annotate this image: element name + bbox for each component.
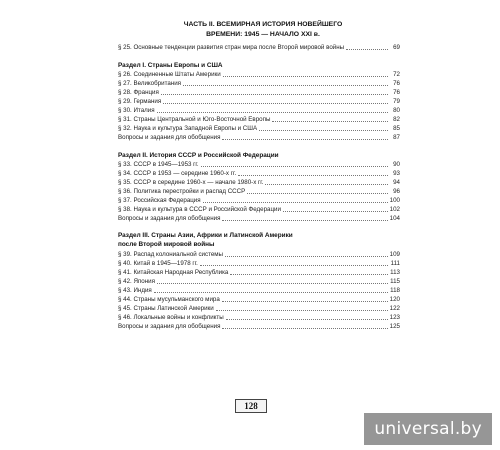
- toc-entry: [118, 250, 400, 259]
- toc-entry-text: § 43. Индия: [118, 287, 152, 294]
- toc-entry-page: 79: [393, 98, 400, 105]
- toc-entry: [118, 286, 400, 295]
- dot-leader: [223, 76, 388, 77]
- toc-entry: [118, 295, 400, 304]
- watermark: universal.by: [364, 413, 492, 445]
- toc-entry: [118, 97, 400, 106]
- toc-entry: [118, 70, 400, 79]
- toc-entry-page: 100: [389, 197, 400, 204]
- dot-leader: [222, 301, 388, 302]
- toc-entry-page: 94: [393, 179, 400, 186]
- dot-leader: [265, 184, 388, 185]
- dot-leader: [200, 265, 388, 266]
- toc-entry-text: § 33. СССР в 1945—1953 гг.: [118, 161, 199, 168]
- dot-leader: [247, 193, 388, 194]
- dot-leader: [157, 112, 388, 113]
- toc-entry: [118, 214, 400, 223]
- dot-leader: [203, 202, 388, 203]
- part-title-line-2: ВРЕМЕНИ: 1945 — НАЧАЛО XXI в.: [206, 31, 320, 38]
- toc-entry: [118, 160, 400, 169]
- toc-entry-text: § 27. Великобритания: [118, 80, 181, 87]
- dot-leader: [283, 211, 388, 212]
- toc-entry-page: 93: [393, 170, 400, 177]
- toc-entry-page: 125: [389, 323, 400, 330]
- toc-entry: [118, 205, 400, 214]
- toc-entry: [118, 196, 400, 205]
- toc-entry-text: § 29. Германия: [118, 98, 162, 105]
- dot-leader: [154, 292, 388, 293]
- toc-entry: [118, 304, 400, 313]
- toc-entry: [118, 313, 400, 322]
- section-heading: Раздел III. Страны Азии, Африки и Латинской Америки: [118, 232, 293, 239]
- toc-entry: [118, 88, 400, 97]
- toc-entry-text: § 45. Страны Латинской Америки: [118, 305, 214, 312]
- toc-entry-page: 120: [389, 296, 400, 303]
- toc-entry: [118, 115, 400, 124]
- toc-entry: [118, 133, 400, 142]
- toc-entry-page: 109: [389, 251, 400, 258]
- toc-entry: [118, 124, 400, 133]
- toc-entry-text: § 38. Наука и культура в СССР и Российской Федерации: [118, 206, 281, 213]
- dot-leader: [259, 130, 388, 131]
- toc-entry-page: 85: [393, 125, 400, 132]
- dot-leader: [222, 220, 387, 221]
- toc-entry-text: § 31. Страны Центральной и Юго-Восточной Европы: [118, 116, 271, 123]
- dot-leader: [225, 256, 388, 257]
- dot-leader: [226, 319, 388, 320]
- toc-entry-text: § 28. Франция: [118, 89, 159, 96]
- toc-entry: [118, 322, 400, 331]
- toc-entry-page: 115: [390, 278, 400, 285]
- toc-entry: [118, 178, 400, 187]
- toc-entry-text: § 39. Распад колониальной системы: [118, 251, 223, 258]
- section-heading: Раздел II. История СССР и Российской Федерации: [118, 152, 279, 159]
- toc-entry-page: 76: [393, 80, 400, 87]
- toc-entry-text: § 35. СССР в середине 1960-х — начале 1980-х гг.: [118, 179, 264, 186]
- dot-leader: [222, 139, 388, 140]
- toc-entry: [118, 169, 400, 178]
- dot-leader: [346, 49, 388, 50]
- toc-entry: [118, 277, 400, 286]
- toc-entry-text: § 30. Италия: [118, 107, 155, 114]
- toc-entry-text: Вопросы и задания для обобщения: [118, 215, 221, 222]
- toc-entry-text: § 26. Соединенные Штаты Америки: [118, 71, 221, 78]
- toc-entry: [118, 187, 400, 196]
- page-number: 128: [235, 399, 267, 413]
- toc-entry-text: § 25. Основные тенденции развития стран мира после Второй мировой войны: [118, 44, 345, 51]
- toc-entry-text: § 41. Китайская Народная Республика: [118, 269, 229, 276]
- dot-leader: [238, 175, 388, 176]
- toc-entry-page: 96: [393, 188, 400, 195]
- dot-leader: [222, 328, 387, 329]
- toc-entry-page: 122: [389, 305, 400, 312]
- dot-leader: [230, 274, 388, 275]
- dot-leader: [272, 121, 388, 122]
- dot-leader: [161, 94, 388, 95]
- toc-entry: [118, 268, 400, 277]
- toc-entry-text: § 46. Локальные войны и конфликты: [118, 314, 224, 321]
- toc-entry-text: § 44. Страны мусульманского мира: [118, 296, 220, 303]
- toc-entry-page: 118: [390, 287, 400, 294]
- toc-entry-text: § 34. СССР в 1953 — середине 1960-х гг.: [118, 170, 237, 177]
- section-heading-line-2: после Второй мировой войны: [118, 241, 215, 248]
- toc-entry-page: 90: [393, 161, 400, 168]
- toc-entry-text: § 37. Российская Федерация: [118, 197, 201, 204]
- toc-entry-page: 80: [393, 107, 400, 114]
- toc-entry-text: § 32. Наука и культура Западной Европы и США: [118, 125, 258, 132]
- dot-leader: [201, 166, 388, 167]
- dot-leader: [216, 310, 388, 311]
- section-heading: Раздел I. Страны Европы и США: [118, 62, 223, 69]
- toc-entry-page: 113: [390, 269, 400, 276]
- toc-entry-text: § 36. Политика перестройки и распад СССР: [118, 188, 246, 195]
- toc-entry-page: 69: [393, 44, 400, 51]
- toc-entry-page: 111: [390, 260, 400, 267]
- toc-entry-page: 76: [393, 89, 400, 96]
- toc-entry: [118, 79, 400, 88]
- toc-entry: [118, 106, 400, 115]
- toc-entry-page: 104: [389, 215, 400, 222]
- toc-entry-page: 123: [389, 314, 400, 321]
- toc-entry-page: 87: [393, 134, 400, 141]
- toc-entry: [118, 259, 400, 268]
- toc-entry-text: Вопросы и задания для обобщения: [118, 134, 221, 141]
- part-title-line-1: ЧАСТЬ II. ВСЕМИРНАЯ ИСТОРИЯ НОВЕЙШЕГО: [183, 21, 343, 28]
- dot-leader: [163, 103, 388, 104]
- toc-entry-page: 82: [393, 116, 400, 123]
- toc-entry-page: 72: [393, 71, 400, 78]
- toc-entry-text: Вопросы и задания для обобщения: [118, 323, 221, 330]
- toc-entry: [118, 43, 400, 52]
- dot-leader: [183, 85, 388, 86]
- toc-entry-text: § 42. Япония: [118, 278, 155, 285]
- dot-leader: [157, 283, 388, 284]
- toc-entry-page: 102: [389, 206, 400, 213]
- toc-entry-text: § 40. Китай в 1945—1978 гг.: [118, 260, 198, 267]
